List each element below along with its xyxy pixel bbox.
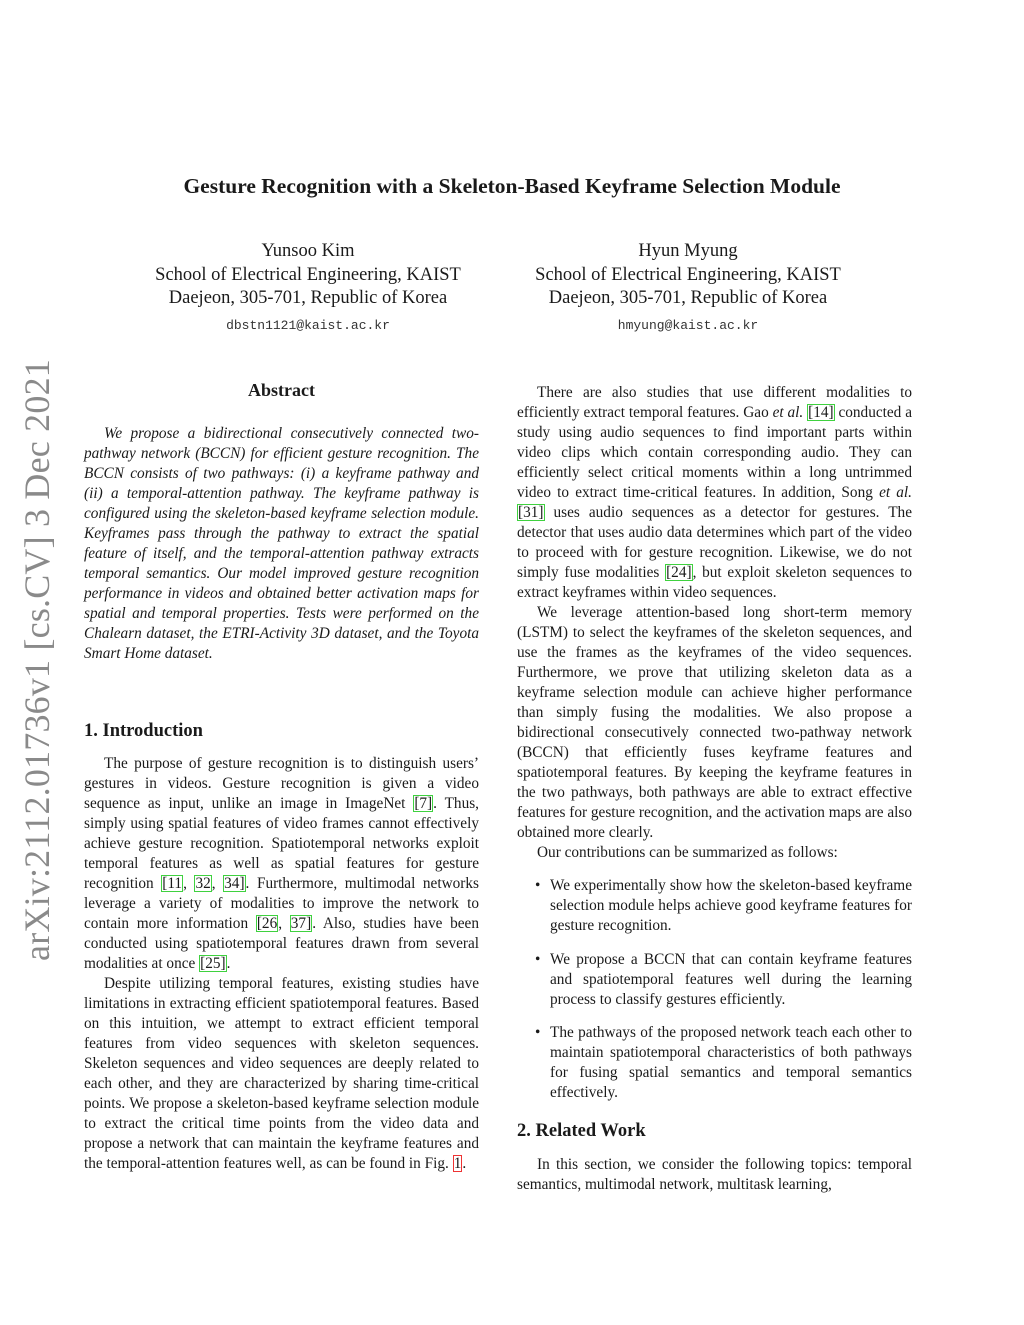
bullet-icon: • xyxy=(535,1024,541,1041)
citation-link[interactable]: [31] xyxy=(518,504,544,521)
author-affiliation: School of Electrical Engineering, KAIST xyxy=(155,264,461,285)
author-block-1 xyxy=(118,240,498,341)
text-run: There are also studies that use different modalities to efficiently extract temporal features. Gao xyxy=(517,384,912,421)
author-name: Hyun Myung xyxy=(638,241,738,261)
figure-link[interactable]: 1 xyxy=(453,1155,462,1172)
author-email[interactable]: dbstn1121@kaist.ac.kr xyxy=(226,317,390,333)
citation-link[interactable]: 37] xyxy=(290,915,312,932)
arxiv-identifier: arXiv:2112.01736v1 [cs.CV] 3 Dec 2021 xyxy=(17,359,57,961)
text-run: . Furthermore, multimodal networks leverage a variety of modalities to improve the network to contain more information xyxy=(84,875,479,932)
citation-link[interactable]: [26 xyxy=(256,915,278,932)
intro-paragraph-1: The purpose of gesture recognition is to distinguish users’ gestures in videos. Gesture recognition is given a video sequence as input, unlike an image in ImageNet [7]. Thus, simply using spatial features of video frames cannot effectively achieve gesture recognition. Spatiotemporal networks exploit temporal features as well as spatial features for gesture recognition [11, 32, 34]. Furthermore, multimodal networks leverage a variety of modalities to improve the network to contain more information [26, 37]. Also, studies have been conducted using spatiotemporal features drawn from several modalities at once [25]. xyxy=(84,755,479,972)
abstract-paragraph: We propose a bidirectional consecutively connected two-pathway network (BCCN) for efficient gesture recognition. The BCCN consists of two pathways: (i) a keyframe pathway and (ii) a temporal-attention pathway. The keyframe pathway is configured using the skeleton-based keyframe selection module. Keyframes pass through the pathway to extract the spatial feature of itself, and the temporal-attention pathway extracts temporal semantics. Our model improved gesture recognition performance in videos and obtained better activation maps for spatial and temporal properties. Tests were performed on the Chalearn dataset, the ETRI-Activity 3D dataset, and the Toyota Smart Home dataset. xyxy=(84,425,479,662)
abstract-heading: Abstract xyxy=(248,380,315,400)
text-run: The purpose of gesture recognition is to distinguish users’ gestures in videos. Gesture recognition is given a video sequence as input, unlike an image in ImageNet xyxy=(84,755,479,812)
list-item-text: The pathways of the proposed network teach each other to maintain spatiotemporal characteristics of both pathways for fusing spatial semantics and temporal semantics effectively. xyxy=(550,1024,912,1101)
introduction-body xyxy=(84,754,479,1174)
author-email[interactable]: hmyung@kaist.ac.kr xyxy=(617,317,759,333)
text-run: . xyxy=(226,955,231,972)
text-run: . xyxy=(462,1155,467,1172)
list-item xyxy=(517,876,912,936)
intro-paragraph-2 xyxy=(84,974,479,1174)
related-work-body xyxy=(517,1155,912,1195)
list-item-text: We experimentally show how the skeleton-based keyframe selection module helps achieve good keyframe features for gesture recognition. xyxy=(550,877,912,934)
section-heading-introduction: 1. Introduction xyxy=(84,721,203,741)
list-item-text: We propose a BCCN that can contain keyframe features and spatiotemporal features well during the learning process to classify gestures efficiently. xyxy=(550,951,912,1008)
text-run: Despite utilizing temporal features, existing studies have limitations in extracting efficient spatiotemporal features. Based on this intuition, we attempt to extract efficient temporal features from video sequences with skeleton sequences. Skeleton sequences and video sequences are deeply related to each other, and they are characterized by sharing time-critical points. We propose a skeleton-based keyframe selection module to extract the critical time points from the video data and propose a network that can maintain the keyframe features and the temporal-attention features well, as can be found in Fig. xyxy=(84,975,479,1172)
bullet-icon: • xyxy=(535,877,541,894)
text-run: . Thus, simply using spatial features of video frames cannot effectively achieve gesture recognition. Spatiotemporal networks exploit temporal features as well as spatial features for gesture recognition xyxy=(84,795,479,892)
paper-title: Gesture Recognition with a Skeleton-Based Keyframe Selection Module xyxy=(183,174,841,198)
bullet-icon: • xyxy=(535,951,541,968)
author-address: Daejeon, 305-701, Republic of Korea xyxy=(548,288,828,308)
abstract-text xyxy=(84,424,479,664)
citation-link[interactable]: [14] xyxy=(808,404,834,421)
citation-link[interactable]: [24] xyxy=(666,564,692,581)
author-affiliation: School of Electrical Engineering, KAIST xyxy=(535,264,841,285)
citation-link[interactable]: 34] xyxy=(224,875,245,892)
et-al: et al. xyxy=(879,484,913,501)
author-name: Yunsoo Kim xyxy=(261,241,355,261)
right-paragraph-3: Our contributions can be summarized as follows: xyxy=(537,844,838,861)
text-run: conducted a study using audio sequences to find important parts within video clips which contain corresponding audio. They can efficiently select critical moments within a long untrimmed video to extract time-critical features. In addition, Song xyxy=(517,404,912,501)
list-item xyxy=(517,1023,912,1103)
text-run: uses audio sequences as a detector for gestures. The detector that uses audio data determines which part of the video to proceed with for gesture recognition. Likewise, we do not simply fuse modalities xyxy=(517,504,912,581)
right-paragraph-2: We leverage attention-based long short-term memory (LSTM) to select the keyframes of the skeleton sequences, and use the frames as the keyframes of the video sequences. Furthermore, we prove that utilizing skeleton data as a keyframe selection module can achieve higher performance than simply fusing the modalities. We also propose a bidirectional consecutively connected two-pathway network (BCCN) that efficiently fuses keyframe features and spatiotemporal features. By keeping the keyframe features in the two pathways, both pathways are able to extract effective features for gesture recognition, and the activation maps are also obtained more clearly. xyxy=(517,604,913,841)
et-al: et al. xyxy=(772,404,804,421)
related-paragraph: In this section, we consider the following topics: temporal semantics, multimodal network, multitask learning, xyxy=(517,1156,912,1193)
text-run: . Also, studies have been conducted using spatiotemporal features drawn from several modalities at once xyxy=(84,915,479,972)
citation-link[interactable]: [25] xyxy=(200,955,226,972)
text-run: , but exploit skeleton sequences to extract keyframes within video sequences. xyxy=(517,564,912,601)
author-address: Daejeon, 305-701, Republic of Korea xyxy=(168,288,448,308)
citation-link[interactable]: 32 xyxy=(195,875,211,892)
citation-link[interactable]: [11 xyxy=(162,875,183,892)
section-heading-related-work: 2. Related Work xyxy=(517,1121,646,1141)
arxiv-sidebar xyxy=(8,360,66,960)
citation-link[interactable]: [7] xyxy=(414,795,433,812)
list-item xyxy=(517,950,912,1010)
